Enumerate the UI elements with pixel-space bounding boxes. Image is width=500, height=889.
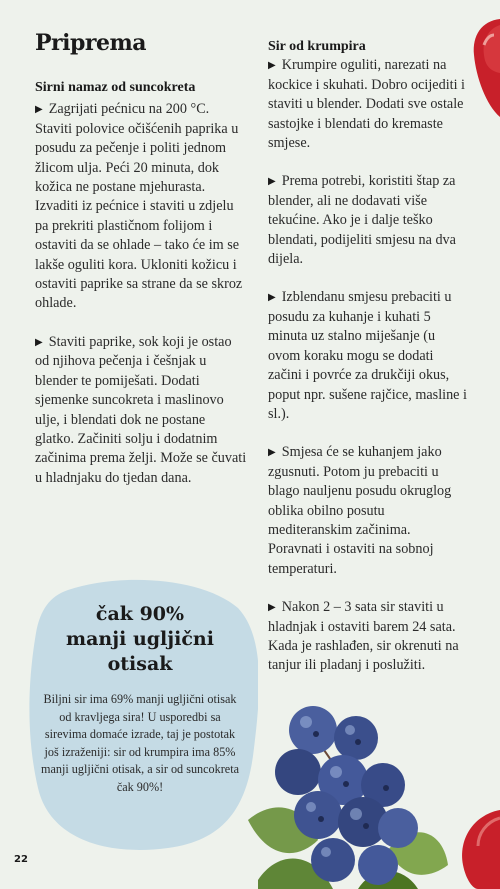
page-title: Priprema [35, 30, 146, 56]
left-paragraph-1 [35, 100, 247, 313]
left-column [35, 78, 247, 488]
triangle-right-icon: ▶ [268, 602, 276, 614]
callout-title-line-1: čak 90% [95, 603, 185, 625]
right-paragraph-1 [268, 56, 468, 153]
right-paragraph-2-text: Prema potrebi, koristiti štap za blender, ali ne dodavati više tekućine. Ako je i dalje teško blendati, podijeliti smjesu na dva dijela. [268, 173, 456, 268]
triangle-right-icon: ▶ [268, 292, 276, 304]
right-paragraph-5 [268, 598, 468, 676]
right-paragraph-4 [268, 443, 468, 579]
triangle-right-icon: ▶ [35, 336, 43, 348]
page-number: 22 [14, 854, 28, 865]
right-paragraph-3 [268, 288, 468, 424]
left-paragraph-2-text: Staviti paprike, sok koji je ostao od njihova pečenja i češnjak u blender te pomiješati. Dodati sjemenke suncokreta i maslinovo ulje, i blendati dok ne postane glatko. Začiniti solju i dodatnim začinima prema želji. Može se čuvati u hladnjaku do tjedan dana. [35, 333, 247, 486]
right-paragraph-3-text: Izblendanu smjesu prebaciti u posudu za kuhanje i kuhati 5 minuta uz stalno miješanje (u ovom koraku mogu se dodati začini i povrće za drukčiji okus, poput npr. sušene rajčice, masline i sl.). [268, 289, 467, 422]
right-subheading: Sir od krumpira [268, 39, 366, 54]
right-paragraph-2 [268, 172, 468, 269]
callout-title [40, 602, 240, 677]
triangle-right-icon: ▶ [268, 447, 276, 459]
right-paragraph-1-text: Krumpire oguliti, narezati na kockice i skuhati. Dobro ocijediti i staviti u blender. Dodati sve ostale sastojke i blendati do kremaste smjese. [268, 57, 466, 152]
callout-box [40, 602, 240, 796]
callout-title-line-2: manji ugljični [66, 628, 214, 650]
left-paragraph-2 [35, 333, 247, 488]
left-paragraph-1-text: Zagrijati pećnicu na 200 °C. Staviti polovice očišćenih paprika u posudu za pečenje i politi jednom žlicom ulja. Peći 20 minuta, dok kožica ne postane mjehurasta. Izvaditi iz pećnice i staviti u zdjelu pa prekriti plastičnom folijom i ostaviti da se ohlade – tako će im se lakše oguliti kora. Ukloniti kožicu i ostaviti paprike sa strane da se skroz ohlade. [35, 101, 243, 312]
right-paragraph-4-text: Smjesa će se kuhanjem jako zgusnuti. Potom ju prebaciti u blago nauljenu posudu okruglog oblika obilno posutu mediteranskim začinima. Poravnati i ostaviti na sobnoj temperaturi. [268, 444, 452, 577]
right-paragraph-5-text: Nakon 2 – 3 sata sir staviti u hladnjak i ostaviti barem 24 sata. Kada je rashlađen, sir okrenuti na tanjur ili pladanj i poslužiti. [268, 599, 459, 674]
triangle-right-icon: ▶ [35, 104, 43, 116]
blueberries-illustration [238, 700, 500, 889]
callout-title-line-3: otisak [107, 653, 173, 675]
triangle-right-icon: ▶ [268, 60, 276, 72]
left-subheading: Sirni namaz od suncokreta [35, 80, 196, 95]
callout-text: Biljni sir ima 69% manji ugljični otisak od kravljega sira! U usporedbi sa sirevima domaće izrade, taj je postotak još izraženiji: sir od krumpira ima 85% manji ugljični otisak, a sir od suncokreta čak 90%! [40, 692, 239, 794]
right-column [268, 37, 468, 676]
triangle-right-icon: ▶ [268, 176, 276, 188]
